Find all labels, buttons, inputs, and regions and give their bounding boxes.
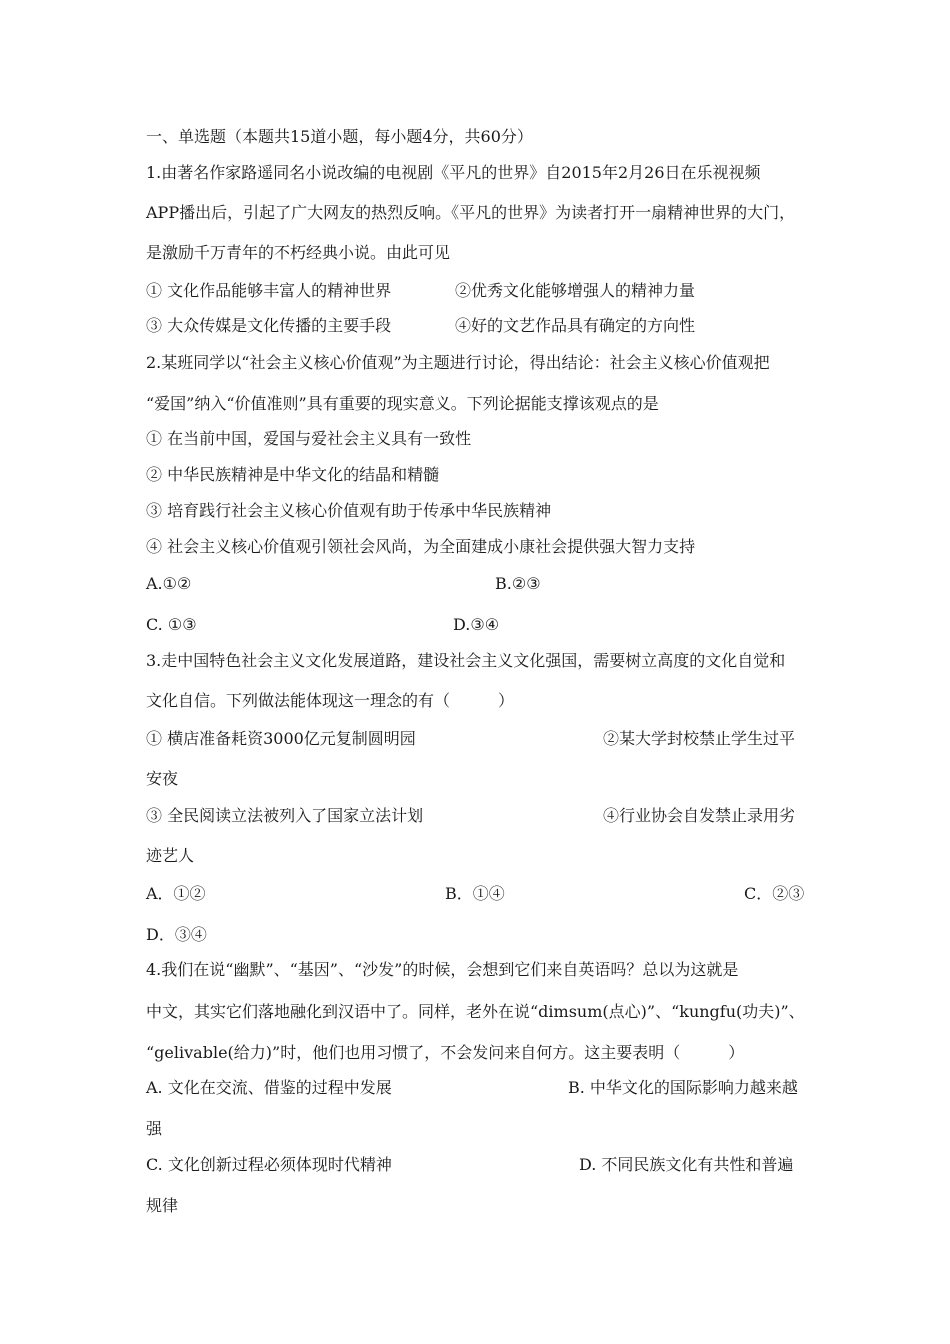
q3-statement-4: ④行业协会自发禁止录用劣 bbox=[603, 806, 796, 825]
q4-stem-line-1: 4.我们在说“幽默”、“基因”、“沙发”的时候，会想到它们来自英语吗？总以为这就是 bbox=[146, 960, 739, 979]
q1-stem-line-1: 1.由著名作家路遥同名小说改编的电视剧《平凡的世界》自2015年2月26日在乐视视频 bbox=[146, 163, 761, 182]
q1-option-2: ②优秀文化能够增强人的精神力量 bbox=[455, 281, 696, 300]
q3-stem-line-1: 3.走中国特色社会主义文化发展道路，建设社会主义文化强国，需要树立高度的文化自觉和 bbox=[146, 651, 786, 670]
q3-statement-2-wrap: 安夜 bbox=[146, 769, 179, 788]
q4-choice-b: B. 中华文化的国际影响力越来越 bbox=[568, 1078, 798, 1097]
q1-option-1: ① 文化作品能够丰富人的精神世界 bbox=[146, 281, 392, 300]
q1-stem-line-2: APP播出后，引起了广大网友的热烈反响。《平凡的世界》为读者打开一扇精神世界的大门， bbox=[146, 203, 796, 222]
q4-choice-c: C. 文化创新过程必须体现时代精神 bbox=[146, 1155, 392, 1174]
q2-statement-2: ② 中华民族精神是中华文化的结晶和精髓 bbox=[146, 465, 440, 484]
q4-stem-line-3: “gelivable(给力)”时，他们也用习惯了，不会发问来自何方。这主要表明（ ） bbox=[146, 1043, 745, 1062]
q3-statement-2: ②某大学封校禁止学生过平 bbox=[603, 729, 796, 748]
q4-choice-d-wrap: 规律 bbox=[146, 1196, 179, 1215]
q2-choice-d: D.③④ bbox=[453, 615, 500, 634]
q3-choice-c: C．②③ bbox=[744, 884, 805, 903]
q2-choice-c: C. ①③ bbox=[146, 615, 197, 634]
q3-statement-3: ③ 全民阅读立法被列入了国家立法计划 bbox=[146, 806, 424, 825]
q3-statement-1: ① 横店准备耗资3000亿元复制圆明园 bbox=[146, 729, 416, 748]
q3-choice-d: D．③④ bbox=[146, 925, 207, 944]
q3-choice-b: B．①④ bbox=[445, 884, 505, 903]
q4-stem-line-2: 中文，其实它们落地融化到汉语中了。同样，老外在说“dimsum(点心)”、“kungfu(功夫)”、 bbox=[146, 1002, 805, 1021]
q1-stem-line-3: 是激励千万青年的不朽经典小说。由此可见 bbox=[146, 243, 451, 262]
q1-option-4: ④好的文艺作品具有确定的方向性 bbox=[455, 316, 696, 335]
q2-choice-a: A.①② bbox=[146, 574, 192, 593]
q2-stem-line-1: 2.某班同学以“社会主义核心价值观”为主题进行讨论，得出结论：社会主义核心价值观把 bbox=[146, 353, 770, 372]
q2-stem-line-2: “爱国”纳入“价值准则”具有重要的现实意义。下列论据能支撑该观点的是 bbox=[146, 394, 659, 413]
q2-statement-1: ① 在当前中国，爱国与爱社会主义具有一致性 bbox=[146, 429, 472, 448]
q3-stem-line-2: 文化自信。下列做法能体现这一理念的有（ ） bbox=[146, 691, 515, 710]
q2-statement-4: ④ 社会主义核心价值观引领社会风尚，为全面建成小康社会提供强大智力支持 bbox=[146, 537, 696, 556]
section-header: 一、单选题（本题共15道小题，每小题4分，共60分） bbox=[146, 127, 533, 146]
q3-choice-a: A．①② bbox=[146, 884, 206, 903]
q1-option-3: ③ 大众传媒是文化传播的主要手段 bbox=[146, 316, 392, 335]
q4-choice-a: A. 文化在交流、借鉴的过程中发展 bbox=[146, 1078, 392, 1097]
q4-choice-b-wrap: 强 bbox=[146, 1119, 163, 1138]
q2-statement-3: ③ 培育践行社会主义核心价值观有助于传承中华民族精神 bbox=[146, 501, 552, 520]
q2-choice-b: B.②③ bbox=[495, 574, 541, 593]
q3-statement-4-wrap: 迹艺人 bbox=[146, 846, 195, 865]
q4-choice-d: D. 不同民族文化有共性和普遍 bbox=[579, 1155, 794, 1174]
